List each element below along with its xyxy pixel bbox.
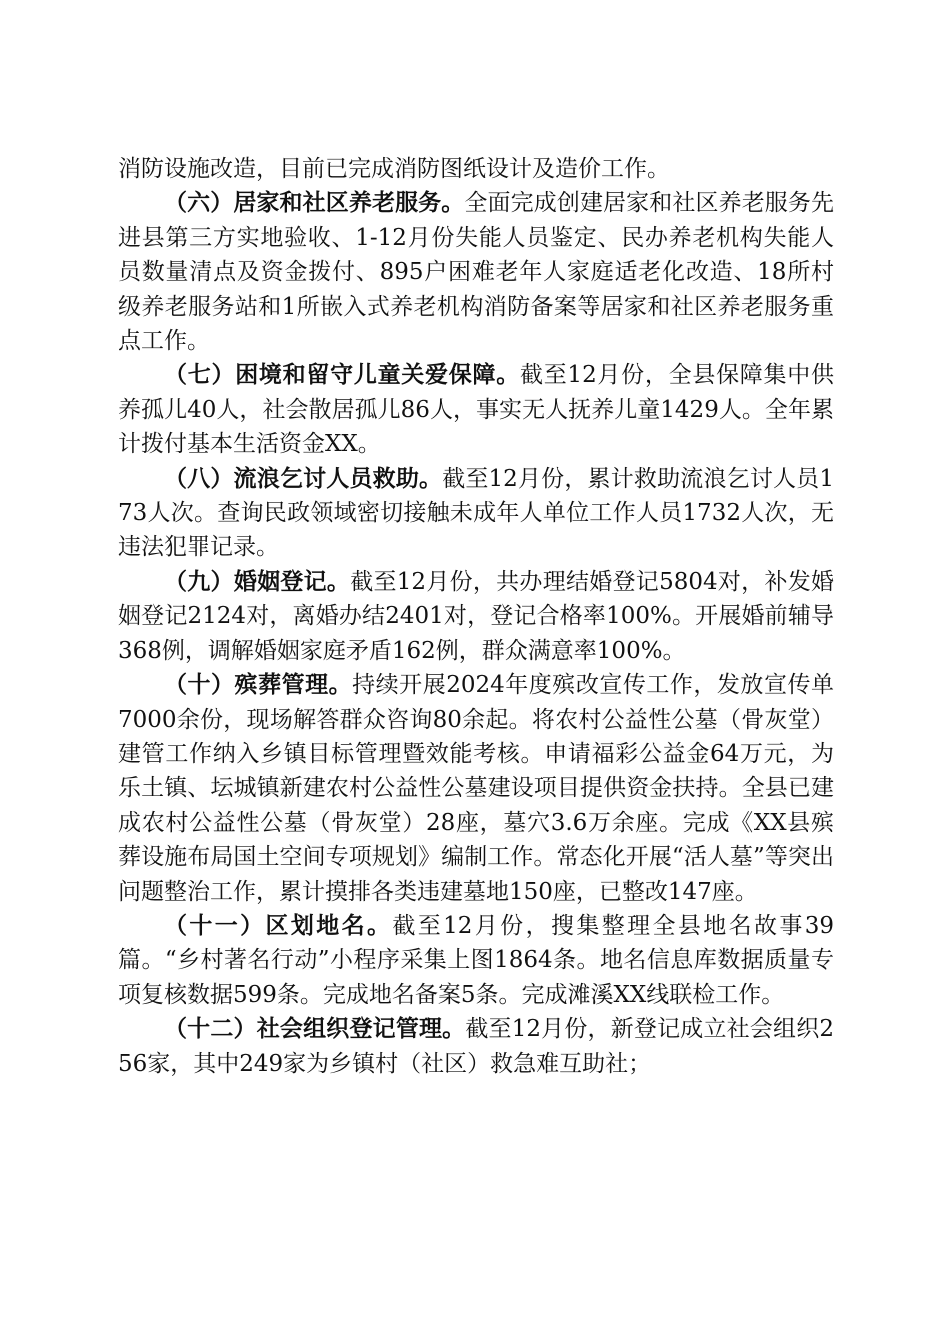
section-heading: （七）困境和留守儿童关爱保障。	[164, 361, 520, 389]
paragraph-body: 截至12月份，新登记成立社会组织256家，其中249家为乡镇村（社区）救急难互助社；	[118, 1016, 835, 1077]
section-heading: （八）流浪乞讨人员救助。	[164, 464, 443, 492]
section-heading: （十）殡葬管理。	[164, 671, 353, 699]
paragraph-fire-facilities	[118, 152, 834, 186]
paragraph-social-organizations	[118, 1012, 834, 1081]
paragraph-marriage-registration	[118, 565, 834, 668]
paragraph-body: 截至12月份，累计救助流浪乞讨人员173人次。查询民政领域密切接触未成年人单位工作人员1732人次，无违法犯罪记录。	[118, 465, 834, 561]
paragraph-vagrant-relief	[118, 462, 834, 565]
document-page	[118, 152, 834, 1081]
paragraph-body: 截至12月份，共办理结婚登记5804对，补发婚姻登记2124对，离婚办结2401对，登记合格率100%。开展婚前辅导368例，调解婚姻家庭矛盾162例，群众满意率100%。	[118, 568, 834, 664]
section-heading: （十二）社会组织登记管理。	[164, 1015, 466, 1043]
paragraph-body: 截至12月份，搜集整理全县地名故事39篇。“乡村著名行动”小程序采集上图1864条。地名信息库数据质量专项复核数据599条。完成地名备案5条。完成滩溪XX线联检工作。	[118, 912, 834, 1008]
section-heading: （九）婚姻登记。	[164, 567, 351, 595]
paragraph-body: 持续开展2024年度殡改宣传工作，发放宣传单7000余份，现场解答群众咨询80余起。将农村公益性公墓（骨灰堂）建管工作纳入乡镇目标管理暨效能考核。申请福彩公益金64万元，为乐土镇、坛城镇新建农村公益性公墓建设项目提供资金扶持。全县已建成农村公益性公墓（骨灰堂）28座，墓穴3.6万余座。完成《XX县殡葬设施布局国土空间专项规划》编制工作。常态化开展“活人墓”等突出问题整治工作，累计摸排各类违建墓地150座，已整改147座。	[118, 672, 834, 905]
paragraph-body: 消防设施改造，目前已完成消防图纸设计及造价工作。	[118, 156, 670, 182]
section-heading: （六）居家和社区养老服务。	[164, 189, 465, 217]
paragraph-elderly-care	[118, 186, 834, 358]
section-heading: （十一）区划地名。	[164, 911, 393, 939]
paragraph-body: 截至12月份，全县保障集中供养孤儿40人，社会散居孤儿86人，事实无人抚养儿童1429人。全年累计拨付基本生活资金XX。	[118, 362, 834, 458]
paragraph-funeral-management	[118, 668, 834, 909]
paragraph-children-care	[118, 358, 834, 461]
paragraph-body: 全面完成创建居家和社区养老服务先进县第三方实地验收、1-12月份失能人员鉴定、民办养老机构失能人员数量清点及资金拨付、895户困难老年人家庭适老化改造、18所村级养老服务站和1所嵌入式养老机构消防备案等居家和社区养老服务重点工作。	[118, 190, 835, 355]
paragraph-place-names	[118, 909, 834, 1012]
